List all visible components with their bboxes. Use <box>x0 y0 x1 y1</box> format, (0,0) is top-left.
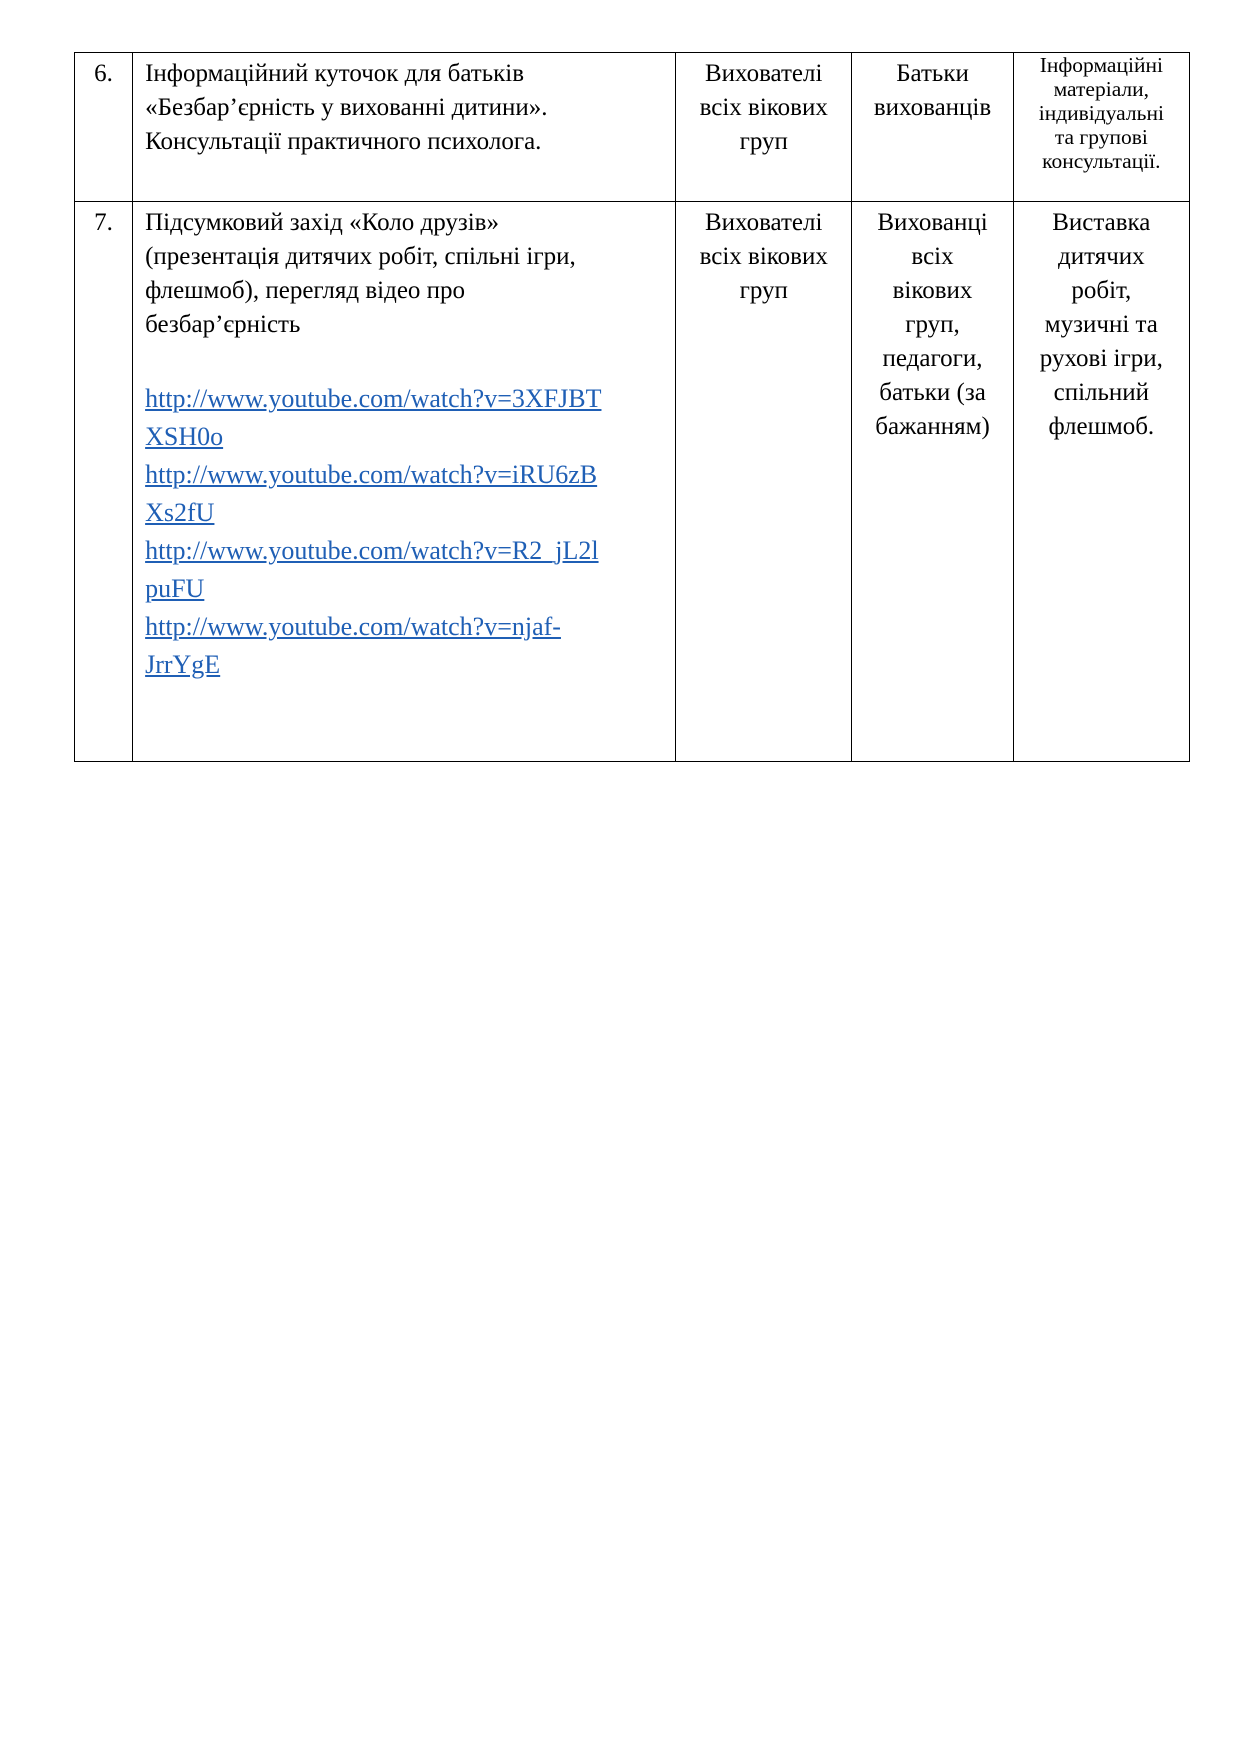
video-link-2[interactable] <box>145 456 667 532</box>
form-line: матеріали, <box>1053 77 1150 101</box>
form-line: робіт, <box>1071 277 1132 304</box>
participants-line: педагоги, <box>882 345 983 372</box>
form-line: консультації. <box>1042 149 1161 173</box>
video-link-1[interactable] <box>145 380 667 456</box>
responsible-line: всіх вікових <box>699 243 828 270</box>
description-line: «Безбар’єрність у вихованні дитини». <box>145 94 548 121</box>
link-text: JrrYgE <box>145 650 221 679</box>
table-row <box>75 53 1190 202</box>
link-text: http://www.youtube.com/watch?v=R2_jL2l <box>145 536 599 565</box>
link-text: http://www.youtube.com/watch?v=njaf- <box>145 612 561 641</box>
responsible-line: всіх вікових <box>699 94 828 121</box>
description-line: безбар’єрність <box>145 311 301 338</box>
participants-line: Батьки <box>896 60 969 87</box>
responsible-line: груп <box>739 128 788 155</box>
description-line: флешмоб), перегляд відео про <box>145 277 466 304</box>
participants-line: вікових <box>892 277 973 304</box>
description-line: Підсумковий захід «Коло друзів» <box>145 209 499 236</box>
form-line: та групові <box>1054 125 1148 149</box>
participants-line: всіх <box>911 243 954 270</box>
link-text: http://www.youtube.com/watch?v=3XFJBT <box>145 384 602 413</box>
video-link-3[interactable] <box>145 532 667 608</box>
row-number-text: 6. <box>94 60 113 87</box>
form-cell <box>1013 53 1189 202</box>
form-line: дитячих <box>1058 243 1145 270</box>
row-number-text: 7. <box>94 209 113 236</box>
activity-plan-table <box>74 52 1190 762</box>
responsible-line: груп <box>739 277 788 304</box>
participants-line: груп, <box>905 311 960 338</box>
link-text: Xs2fU <box>145 498 215 527</box>
form-line: індивідуальні <box>1038 101 1164 125</box>
description-line: Консультації практичного психолога. <box>145 128 542 155</box>
participants-cell <box>852 53 1013 202</box>
responsible-cell <box>676 202 852 762</box>
form-line: Виставка <box>1052 209 1151 236</box>
responsible-cell <box>676 53 852 202</box>
description-line: Інформаційний куточок для батьків <box>145 60 524 87</box>
participants-line: Вихованці <box>877 209 988 236</box>
participants-cell <box>852 202 1013 762</box>
activity-description <box>133 53 676 202</box>
row-number <box>75 53 133 202</box>
form-line: спільний <box>1053 379 1150 406</box>
participants-line: вихованців <box>873 94 992 121</box>
responsible-line: Вихователі <box>704 60 823 87</box>
video-link-4[interactable] <box>145 608 667 684</box>
table-row <box>75 202 1190 762</box>
link-text: puFU <box>145 574 205 603</box>
link-text: XSH0o <box>145 422 224 451</box>
description-line: (презентація дитячих робіт, спільні ігри, <box>145 243 576 270</box>
form-line: Інформаційні <box>1039 53 1163 77</box>
participants-line: батьки (за <box>879 379 986 406</box>
responsible-line: Вихователі <box>704 209 823 236</box>
link-text: http://www.youtube.com/watch?v=iRU6zB <box>145 460 598 489</box>
participants-line: бажанням) <box>875 413 990 440</box>
form-line: флешмоб. <box>1048 413 1155 440</box>
blank-line <box>145 342 667 380</box>
row-number <box>75 202 133 762</box>
form-line: рухові ігри, <box>1039 345 1163 372</box>
form-line: музичні та <box>1044 311 1158 338</box>
activity-description <box>133 202 676 762</box>
form-cell <box>1013 202 1189 762</box>
